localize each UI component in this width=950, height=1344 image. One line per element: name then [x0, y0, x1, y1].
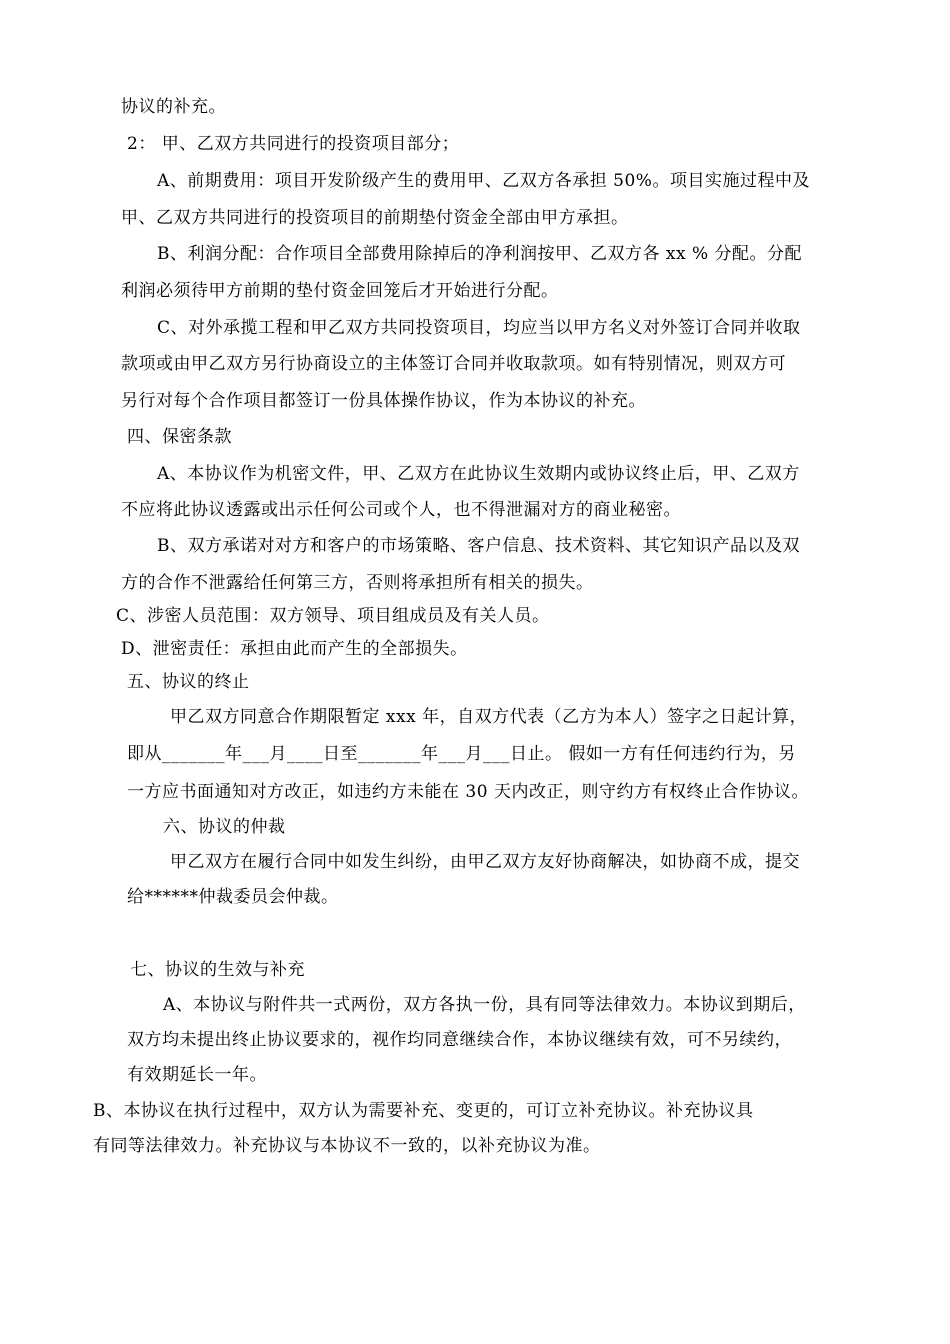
para-line: D、泄密责任：承担由此而产生的全部损失。 — [121, 639, 468, 659]
para-line: 给******仲裁委员会仲裁。 — [127, 887, 339, 907]
para-line: 即从_______年___月____日至_______年___月___日止。 假如一方有任何违约行为，另 — [127, 744, 796, 764]
para-line: 协议的补充。 — [121, 97, 226, 117]
para-line: 甲、乙双方共同进行的投资项目的前期垫付资金全部由甲方承担。 — [121, 208, 629, 228]
para-line: 甲乙双方同意合作期限暂定 xxx 年，自双方代表（乙方为本人）签字之日起计算， — [170, 707, 808, 727]
para-line: 有效期延长一年。 — [127, 1065, 267, 1085]
para-line: C、对外承揽工程和甲乙双方共同投资项目，均应当以甲方名义对外签订合同并收取 — [157, 318, 801, 338]
section-heading: 七、协议的生效与补充 — [130, 960, 305, 980]
section-heading: 六、协议的仲裁 — [163, 817, 286, 837]
para-line: 利润必须待甲方前期的垫付资金回笼后才开始进行分配。 — [121, 281, 559, 301]
para-line: 方的合作不泄露给任何第三方，否则将承担所有相关的损失。 — [121, 573, 594, 593]
para-line: B、利润分配：合作项目全部费用除掉后的净利润按甲、乙双方各 xx % 分配。分配 — [157, 244, 803, 264]
para-line: A、本协议作为机密文件，甲、乙双方在此协议生效期内或协议终止后，甲、乙双方 — [157, 464, 800, 484]
para-line: B、双方承诺对对方和客户的市场策略、客户信息、技术资料、其它知识产品以及双 — [157, 536, 800, 556]
section-heading: 四、保密条款 — [127, 427, 232, 447]
para-line: C、涉密人员范围：双方领导、项目组成员及有关人员。 — [116, 606, 550, 626]
para-line: 另行对每个合作项目都签订一份具体操作协议，作为本协议的补充。 — [121, 391, 646, 411]
para-line: 有同等法律效力。补充协议与本协议不一致的，以补充协议为准。 — [93, 1136, 601, 1156]
para-line: B、本协议在执行过程中，双方认为需要补充、变更的，可订立补充协议。补充协议具 — [93, 1101, 754, 1121]
section-heading: 五、协议的终止 — [127, 672, 250, 692]
para-line: A、本协议与附件共一式两份，双方各执一份，具有同等法律效力。本协议到期后， — [163, 995, 806, 1015]
para-line: 双方均未提出终止协议要求的，视作均同意继续合作，本协议继续有效，可不另续约， — [127, 1030, 792, 1050]
section-heading: 2： 甲、乙双方共同进行的投资项目部分； — [127, 134, 460, 154]
para-line: 款项或由甲乙双方另行协商设立的主体签订合同并收取款项。如有特别情况，则双方可 — [121, 354, 786, 374]
para-line: 不应将此协议透露或出示任何公司或个人，也不得泄漏对方的商业秘密。 — [121, 500, 681, 520]
para-line: 一方应书面通知对方改正，如违约方未能在 30 天内改正，则守约方有权终止合作协议。 — [127, 782, 809, 802]
para-line: A、前期费用：项目开发阶级产生的费用甲、乙双方各承担 50%。项目实施过程中及 — [157, 171, 810, 191]
para-line: 甲乙双方在履行合同中如发生纠纷，由甲乙双方友好协商解决，如协商不成，提交 — [170, 852, 800, 872]
